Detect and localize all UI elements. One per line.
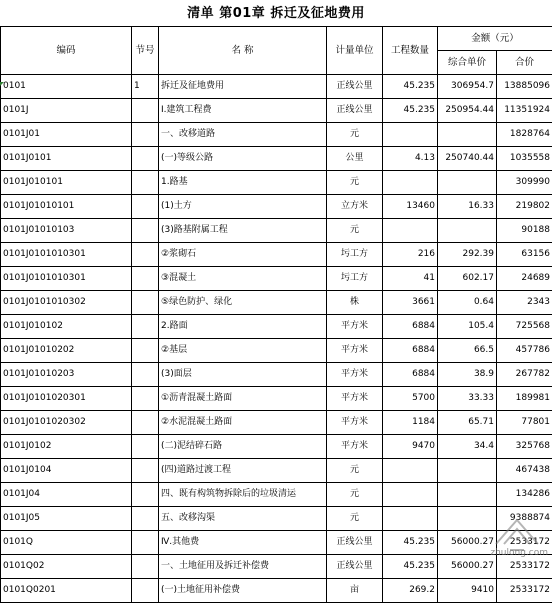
table-row <box>1 315 552 339</box>
cell-section[interactable] <box>132 555 159 579</box>
cell-unit[interactable]: 正线公里 <box>327 555 383 579</box>
cell-unit[interactable]: 元 <box>327 459 383 483</box>
cell-name[interactable]: 一、改移道路 <box>159 123 327 147</box>
table-row <box>1 267 552 291</box>
cell-unit[interactable]: 正线公里 <box>327 531 383 555</box>
cell-total[interactable]: 2533172 <box>497 579 552 603</box>
cell-section[interactable] <box>132 579 159 603</box>
header-row-1 <box>1 27 552 51</box>
cell-unit-price[interactable]: 9410 <box>438 579 497 603</box>
title-bar <box>0 0 552 26</box>
cell-section[interactable] <box>132 123 159 147</box>
cell-total[interactable]: 457786 <box>497 339 552 363</box>
cell-quantity[interactable]: 45.235 <box>383 75 438 99</box>
cell-quantity[interactable]: 45.235 <box>383 531 438 555</box>
table-row <box>1 579 552 603</box>
cell-code[interactable]: 0101J0102 <box>1 435 132 459</box>
cell-code[interactable]: 0101J0101010301 <box>1 243 132 267</box>
cell-name[interactable]: (1)土方 <box>159 195 327 219</box>
cell-total[interactable]: 1828764 <box>497 123 552 147</box>
sheet-title: 清单 第01章 拆迁及征地费用 <box>0 2 552 21</box>
cell-code[interactable]: 0101J04 <box>1 483 132 507</box>
cell-quantity[interactable]: 5700 <box>383 387 438 411</box>
cell-unit[interactable]: 立方米 <box>327 195 383 219</box>
table-row <box>1 171 552 195</box>
cell-section[interactable] <box>132 435 159 459</box>
cell-unit[interactable]: 圬工方 <box>327 243 383 267</box>
cell-code[interactable]: 0101Q02 <box>1 555 132 579</box>
cell-section[interactable] <box>132 387 159 411</box>
cell-total[interactable]: 467438 <box>497 459 552 483</box>
table-row <box>1 483 552 507</box>
table-row <box>1 507 552 531</box>
table-row <box>1 531 552 555</box>
cell-code[interactable]: 0101J01010103 <box>1 219 132 243</box>
cell-quantity[interactable]: 41 <box>383 267 438 291</box>
table-row <box>1 387 552 411</box>
cell-quantity[interactable]: 1184 <box>383 411 438 435</box>
cell-name[interactable]: ②浆砌石 <box>159 243 327 267</box>
cell-section[interactable] <box>132 171 159 195</box>
cell-total[interactable]: 77801 <box>497 411 552 435</box>
header-name: 名 称 <box>159 27 327 75</box>
cell-unit-price[interactable] <box>438 507 497 531</box>
table-row <box>1 243 552 267</box>
cell-code[interactable]: 0101J01 <box>1 123 132 147</box>
cell-unit-price[interactable]: 105.4 <box>438 315 497 339</box>
cell-section[interactable] <box>132 195 159 219</box>
cell-name[interactable]: ③混凝土 <box>159 267 327 291</box>
cell-name[interactable]: (二)泥结碎石路 <box>159 435 327 459</box>
cell-name[interactable]: ②基层 <box>159 339 327 363</box>
cell-unit[interactable]: 元 <box>327 219 383 243</box>
cell-total[interactable]: 2533172 <box>497 531 552 555</box>
cell-section[interactable] <box>132 339 159 363</box>
table-row <box>1 291 552 315</box>
cell-section[interactable] <box>132 507 159 531</box>
cell-name[interactable]: (一)土地征用补偿费 <box>159 579 327 603</box>
cell-unit-price[interactable] <box>438 459 497 483</box>
cell-total[interactable]: 11351924 <box>497 99 552 123</box>
cell-code[interactable]: 0101J010101 <box>1 171 132 195</box>
table-row <box>1 435 552 459</box>
cell-total[interactable]: 267782 <box>497 363 552 387</box>
cell-section[interactable] <box>132 99 159 123</box>
cell-total[interactable]: 63156 <box>497 243 552 267</box>
header-quantity: 工程数量 <box>383 27 438 75</box>
table-row <box>1 195 552 219</box>
cell-code[interactable]: 0101J0104 <box>1 459 132 483</box>
cell-code[interactable]: 0101J0101010302 <box>1 291 132 315</box>
cell-name[interactable]: Ⅰ.建筑工程费 <box>159 99 327 123</box>
cell-section[interactable] <box>132 291 159 315</box>
cell-quantity[interactable]: 3661 <box>383 291 438 315</box>
cell-name[interactable]: (四)道路过渡工程 <box>159 459 327 483</box>
cell-total[interactable]: 13885096 <box>497 75 552 99</box>
cell-code[interactable]: 0101J01010202 <box>1 339 132 363</box>
cell-quantity[interactable]: 4.13 <box>383 147 438 171</box>
cell-name[interactable]: ①沥青混凝土路面 <box>159 387 327 411</box>
cell-code[interactable]: 0101J0101010301 <box>1 267 132 291</box>
cell-name[interactable]: Ⅳ.其他费 <box>159 531 327 555</box>
cell-name[interactable]: 一、土地征用及拆迁补偿费 <box>159 555 327 579</box>
cell-unit-price[interactable]: 56000.27 <box>438 531 497 555</box>
cell-unit-price[interactable]: 34.4 <box>438 435 497 459</box>
cell-name[interactable]: 1.路基 <box>159 171 327 195</box>
cell-total[interactable]: 1035558 <box>497 147 552 171</box>
cell-code[interactable]: 0101J0101020302 <box>1 411 132 435</box>
cell-unit[interactable]: 元 <box>327 123 383 147</box>
cell-quantity[interactable]: 9470 <box>383 435 438 459</box>
cell-total[interactable]: 325768 <box>497 435 552 459</box>
cell-section[interactable] <box>132 483 159 507</box>
cell-code[interactable]: 0101J05 <box>1 507 132 531</box>
cell-unit-price[interactable]: 38.9 <box>438 363 497 387</box>
cell-name[interactable]: (3)路基附属工程 <box>159 219 327 243</box>
cell-section[interactable] <box>132 315 159 339</box>
cell-total[interactable]: 24689 <box>497 267 552 291</box>
cell-name[interactable]: 四、既有构筑物拆除后的垃圾清运 <box>159 483 327 507</box>
cell-unit[interactable]: 株 <box>327 291 383 315</box>
cell-comment-marker <box>0 82 4 86</box>
table-row <box>1 147 552 171</box>
cell-section[interactable] <box>132 219 159 243</box>
cell-name[interactable]: (3)面层 <box>159 363 327 387</box>
cell-name[interactable]: 2.路面 <box>159 315 327 339</box>
bill-table <box>0 26 552 603</box>
cell-unit[interactable]: 正线公里 <box>327 75 383 99</box>
cell-quantity[interactable] <box>383 219 438 243</box>
cell-total[interactable]: 725568 <box>497 315 552 339</box>
cell-unit[interactable]: 亩 <box>327 579 383 603</box>
cell-unit-price[interactable]: 56000.27 <box>438 555 497 579</box>
cell-total[interactable]: 2533172 <box>497 555 552 579</box>
cell-quantity[interactable] <box>383 507 438 531</box>
cell-unit-price[interactable] <box>438 171 497 195</box>
cell-unit-price[interactable]: 306954.7 <box>438 75 497 99</box>
cell-code[interactable]: 0101J0101020301 <box>1 387 132 411</box>
cell-total[interactable]: 9388874 <box>497 507 552 531</box>
header-unit: 计量单位 <box>327 27 383 75</box>
cell-quantity[interactable] <box>383 123 438 147</box>
cell-unit-price[interactable]: 0.64 <box>438 291 497 315</box>
cell-total[interactable]: 189981 <box>497 387 552 411</box>
cell-unit[interactable]: 公里 <box>327 147 383 171</box>
cell-unit-price[interactable]: 250740.44 <box>438 147 497 171</box>
cell-unit-price[interactable]: 250954.44 <box>438 99 497 123</box>
table-row <box>1 339 552 363</box>
cell-code[interactable]: 0101Q <box>1 531 132 555</box>
cell-unit[interactable]: 平方米 <box>327 387 383 411</box>
cell-quantity[interactable]: 45.235 <box>383 99 438 123</box>
cell-unit-price[interactable]: 602.17 <box>438 267 497 291</box>
cell-code[interactable]: 0101J01010203 <box>1 363 132 387</box>
cell-quantity[interactable]: 13460 <box>383 195 438 219</box>
cell-quantity[interactable]: 6884 <box>383 363 438 387</box>
cell-name[interactable]: ⑤绿色防护、绿化 <box>159 291 327 315</box>
cell-unit-price[interactable]: 292.39 <box>438 243 497 267</box>
cell-section[interactable] <box>132 363 159 387</box>
cell-unit-price[interactable]: 65.71 <box>438 411 497 435</box>
cell-section[interactable] <box>132 267 159 291</box>
table-row <box>1 555 552 579</box>
cell-quantity[interactable]: 269.2 <box>383 579 438 603</box>
cell-unit-price[interactable] <box>438 483 497 507</box>
cell-total[interactable]: 134286 <box>497 483 552 507</box>
cell-code[interactable]: 0101J0101 <box>1 147 132 171</box>
header-amount: 金额（元） <box>438 27 552 51</box>
cell-total[interactable]: 90188 <box>497 219 552 243</box>
cell-section[interactable] <box>132 243 159 267</box>
cell-code[interactable]: 0101 <box>1 75 132 99</box>
table-row <box>1 363 552 387</box>
cell-code[interactable]: 0101Q0201 <box>1 579 132 603</box>
cell-unit[interactable]: 平方米 <box>327 411 383 435</box>
cell-quantity[interactable] <box>383 459 438 483</box>
cell-section[interactable] <box>132 147 159 171</box>
cell-name[interactable]: 五、改移沟渠 <box>159 507 327 531</box>
cell-section[interactable] <box>132 459 159 483</box>
cell-unit[interactable]: 元 <box>327 483 383 507</box>
cell-section[interactable] <box>132 411 159 435</box>
header-total: 合价 <box>497 51 552 75</box>
cell-unit-price[interactable] <box>438 123 497 147</box>
cell-unit-price[interactable] <box>438 219 497 243</box>
table-row <box>1 75 552 99</box>
cell-unit[interactable]: 平方米 <box>327 315 383 339</box>
header-unit-price: 综合单价 <box>438 51 497 75</box>
cell-quantity[interactable]: 45.235 <box>383 555 438 579</box>
cell-quantity[interactable]: 6884 <box>383 315 438 339</box>
cell-name[interactable]: 拆迁及征地费用 <box>159 75 327 99</box>
watermark-text: zhulong.com <box>490 548 548 558</box>
cell-code[interactable]: 0101J <box>1 99 132 123</box>
cell-unit[interactable]: 元 <box>327 171 383 195</box>
cell-quantity[interactable] <box>383 171 438 195</box>
cell-code[interactable]: 0101J01010101 <box>1 195 132 219</box>
cell-section[interactable]: 1 <box>132 75 159 99</box>
cell-quantity[interactable]: 216 <box>383 243 438 267</box>
table-row <box>1 123 552 147</box>
cell-unit[interactable]: 正线公里 <box>327 99 383 123</box>
cell-unit-price[interactable]: 66.5 <box>438 339 497 363</box>
cell-total[interactable]: 2343 <box>497 291 552 315</box>
table-row <box>1 411 552 435</box>
cell-name[interactable]: (一)等级公路 <box>159 147 327 171</box>
cell-unit[interactable]: 平方米 <box>327 339 383 363</box>
table-row <box>1 99 552 123</box>
cell-unit-price[interactable]: 16.33 <box>438 195 497 219</box>
cell-name[interactable]: ②水泥混凝土路面 <box>159 411 327 435</box>
cell-section[interactable] <box>132 531 159 555</box>
cell-unit[interactable]: 平方米 <box>327 363 383 387</box>
cell-unit[interactable]: 圬工方 <box>327 267 383 291</box>
cell-quantity[interactable] <box>383 483 438 507</box>
header-code: 编码 <box>1 27 132 75</box>
cell-unit-price[interactable]: 33.33 <box>438 387 497 411</box>
table-row <box>1 219 552 243</box>
cell-code[interactable]: 0101J010102 <box>1 315 132 339</box>
cell-total[interactable]: 219802 <box>497 195 552 219</box>
cell-total[interactable]: 309990 <box>497 171 552 195</box>
header-section: 节号 <box>132 27 159 75</box>
cell-unit[interactable]: 平方米 <box>327 435 383 459</box>
cell-quantity[interactable]: 6884 <box>383 339 438 363</box>
table-row <box>1 459 552 483</box>
cell-unit[interactable]: 元 <box>327 507 383 531</box>
